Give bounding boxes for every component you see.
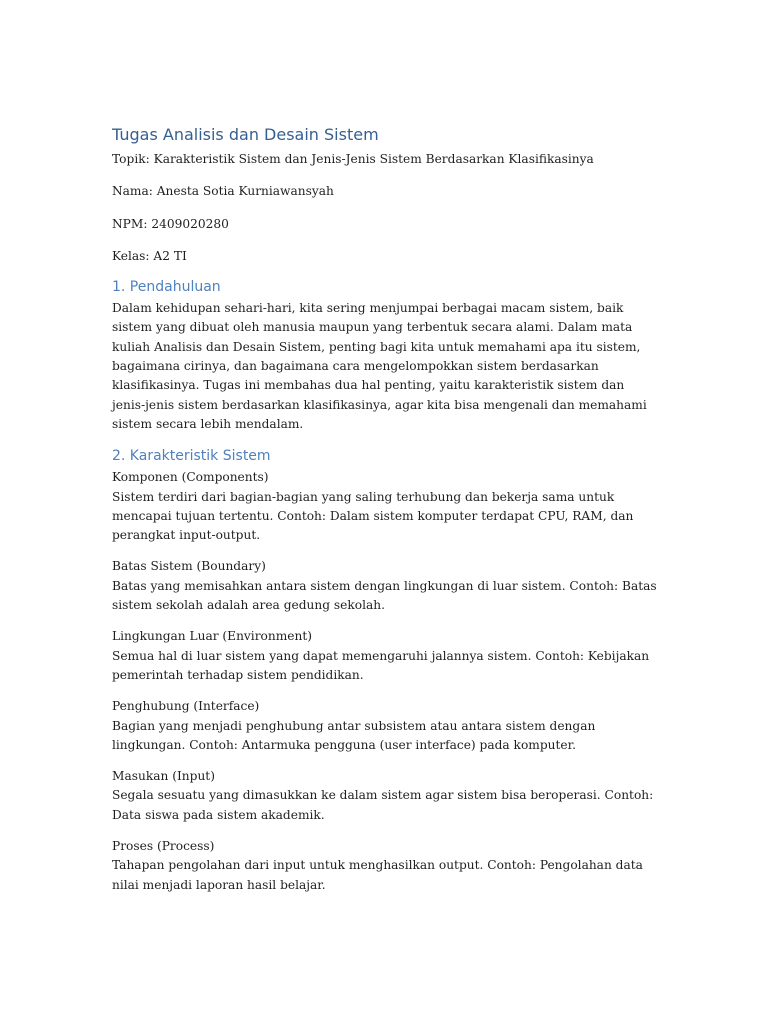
characteristic-text: Semua hal di luar sistem yang dapat memengaruhi jalannya sistem. Contoh: Kebijakan pemerintah terhadap sistem pendidikan. [112,648,650,682]
characteristic-text: Bagian yang menjadi penghubung antar subsistem atau antara sistem dengan lingkungan. Contoh: Antarmuka pengguna (user interface) pada komputer. [112,718,596,752]
characteristic-title: Penghubung (Interface) [112,699,260,714]
characteristic-item [112,468,657,545]
characteristic-item [112,557,657,615]
characteristic-title: Komponen (Components) [112,470,269,485]
class-line: Kelas: A2 TI [112,248,187,263]
intro-heading: 1. Pendahuluan [112,279,221,296]
characteristic-title: Batas Sistem (Boundary) [112,559,266,574]
characteristic-item [112,767,657,825]
characteristic-item [112,697,657,755]
characteristic-text: Batas yang memisahkan antara sistem dengan lingkungan di luar sistem. Contoh: Batas sistem sekolah adalah area gedung sekolah. [112,578,657,613]
characteristic-item [112,837,657,895]
document-title: Tugas Analisis dan Desain Sistem [112,125,379,144]
topic-line: Topik: Karakteristik Sistem dan Jenis-Jenis Sistem Berdasarkan Klasifikasinya [112,152,594,166]
npm-line: NPM: 2409020280 [112,216,229,231]
characteristic-title: Masukan (Input) [112,769,215,784]
characteristic-title: Lingkungan Luar (Environment) [112,629,312,644]
characteristic-text: Segala sesuatu yang dimasukkan ke dalam sistem agar sistem bisa beroperasi. Contoh: Data siswa pada sistem akademik. [112,788,654,822]
name-line: Nama: Anesta Sotia Kurniawansyah [112,184,334,199]
intro-paragraph: Dalam kehidupan sehari-hari, kita sering menjumpai berbagai macam sistem, baik sistem yang dibuat oleh manusia maupun yang terbentuk secara alami. Dalam mata kuliah Analisis dan Desain Sistem, penting bagi kita untuk memahami apa itu sistem, bagaimana cirinya, dan bagaimana cara mengelompokkan sistem berdasarkan klasifikasinya. Tugas ini membahas dua hal penting, yaitu karakteristik sistem dan jenis-jenis sistem berdasarkan klasifikasinya, agar kita bisa mengenali dan memahami sistem secara lebih mendalam. [112,301,647,431]
characteristic-item [112,627,657,685]
document-page [112,124,657,907]
characteristics-heading: 2. Karakteristik Sistem [112,448,271,465]
characteristic-text: Sistem terdiri dari bagian-bagian yang saling terhubung dan bekerja sama untuk mencapai tujuan tertentu. Contoh: Dalam sistem komputer terdapat CPU, RAM, dan perangkat input-output. [112,489,634,543]
characteristic-title: Proses (Process) [112,839,215,854]
characteristic-text: Tahapan pengolahan dari input untuk menghasilkan output. Contoh: Pengolahan data nilai menjadi laporan hasil belajar. [112,858,643,892]
